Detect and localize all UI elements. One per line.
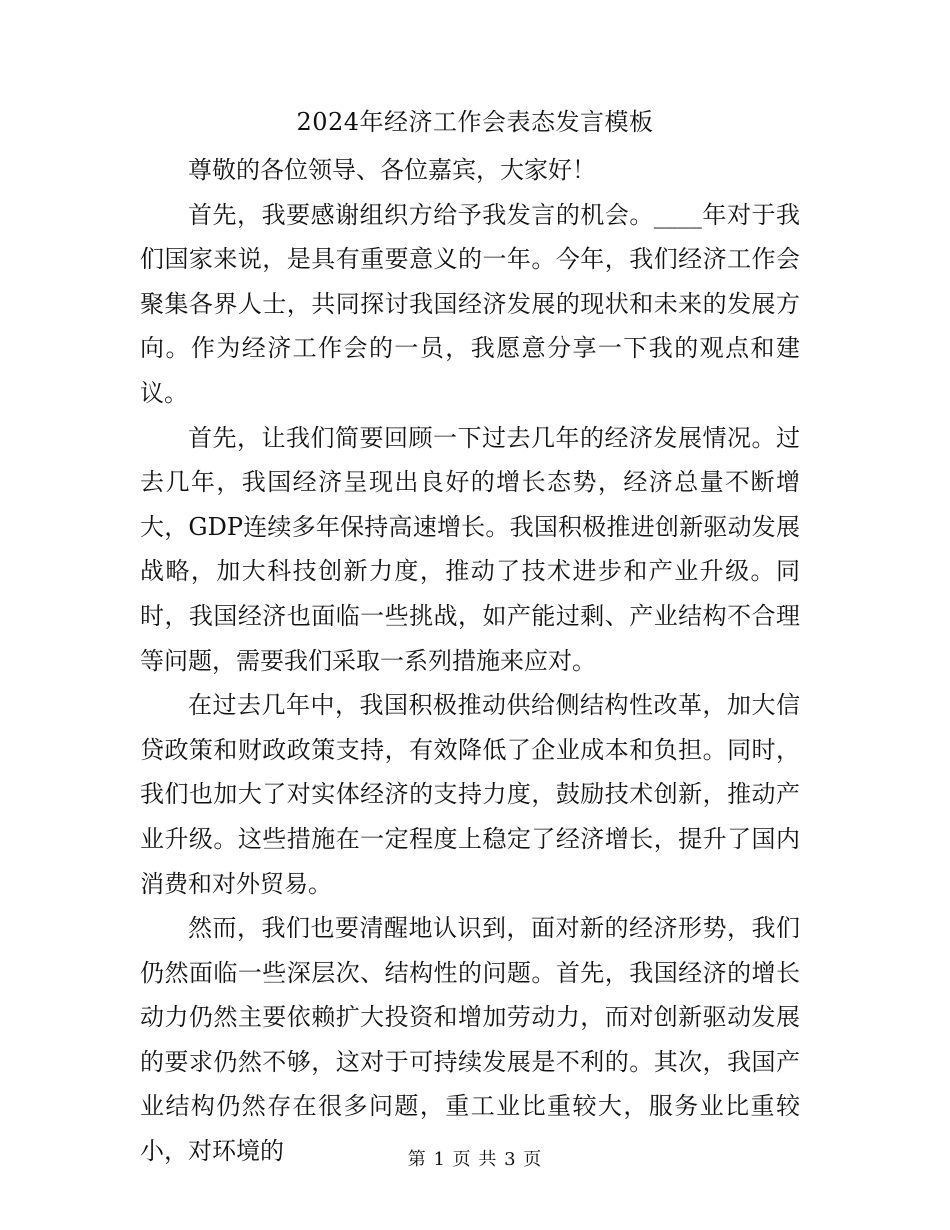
document-title: 2024年经济工作会表态发言模板 (296, 108, 654, 136)
paragraph-introduction: 首先，我要感谢组织方给予我发言的机会。____年对于我们国家来说，是具有重要意义的一年。今年，我们经济工作会聚集各界人士，共同探讨我国经济发展的现状和未来的发展方向。作为经济工作会的一员，我愿意分享一下我的观点和建议。 (140, 200, 800, 407)
page-number-footer: 第 1 页 共 3 页 (407, 1149, 543, 1170)
paragraph-measures: 在过去几年中，我国积极推动供给侧结构性改革，加大信贷政策和财政政策支持，有效降低了企业成本和负担。同时，我们也加大了对实体经济的支持力度，鼓励技术创新，推动产业升级。这些措施在一定程度上稳定了经济增长，提升了国内消费和对外贸易。 (140, 691, 800, 898)
paragraph-review: 首先，让我们简要回顾一下过去几年的经济发展情况。过去几年，我国经济呈现出良好的增长态势，经济总量不断增大，GDP连续多年保持高速增长。我国积极推进创新驱动发展战略，加大科技创新力度，推动了技术进步和产业升级。同时，我国经济也面临一些挑战，如产能过剩、产业结构不合理等问题，需要我们采取一系列措施来应对。 (140, 423, 800, 675)
paragraph-challenges: 然而，我们也要清醒地认识到，面对新的经济形势，我们仍然面临一些深层次、结构性的问题。首先，我国经济的增长动力仍然主要依赖扩大投资和增加劳动力，而对创新驱动发展的要求仍然不够，这对于可持续发展是不利的。其次，我国产业结构仍然存在很多问题，重工业比重较大，服务业比重较小，对环境的 (140, 914, 800, 1166)
paragraph-greeting: 尊敬的各位领导、各位嘉宾，大家好！ (188, 156, 596, 184)
document-body (140, 148, 800, 1174)
